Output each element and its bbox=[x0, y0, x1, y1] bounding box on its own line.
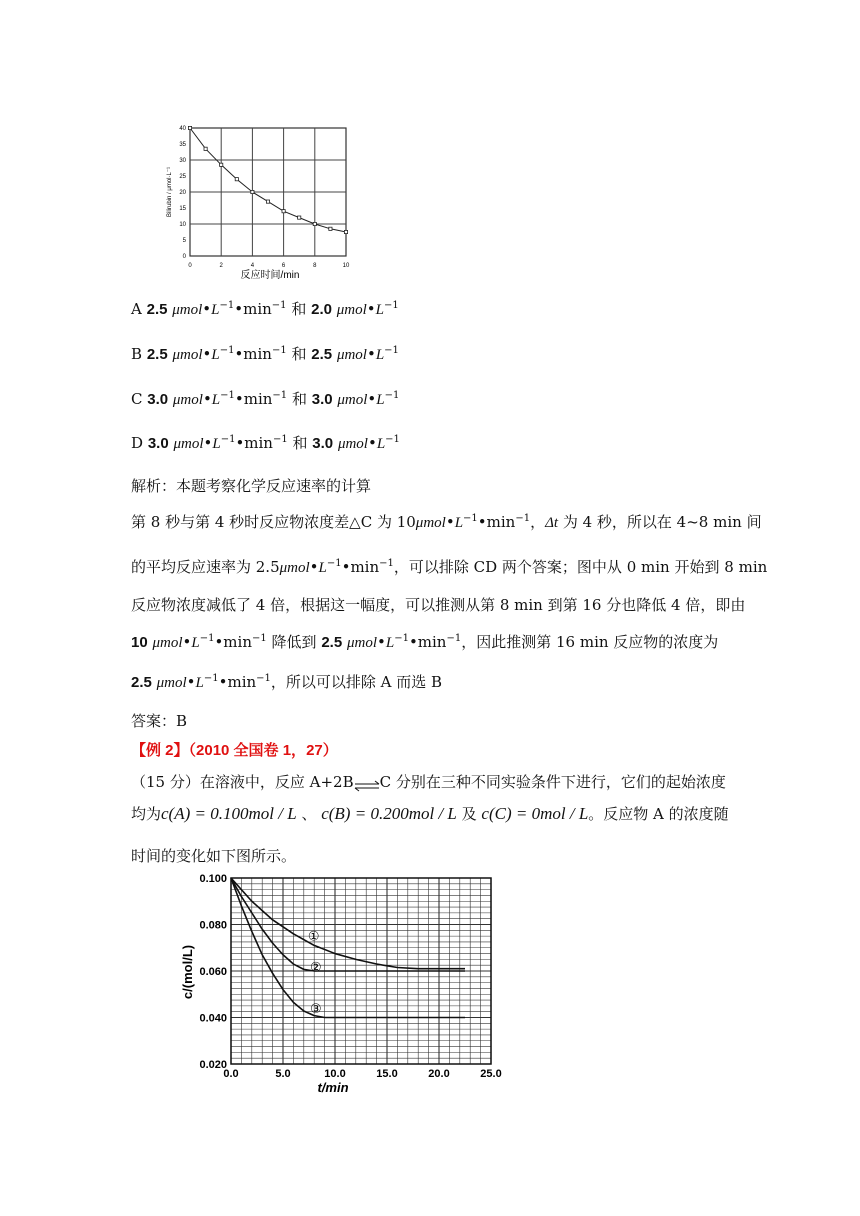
chart2-ytick: 0.060 bbox=[199, 966, 227, 978]
chart2-xtick: 20.0 bbox=[428, 1068, 450, 1080]
chart2-y-tick-labels bbox=[199, 873, 227, 1071]
chart1-point bbox=[313, 222, 316, 225]
option-b: B 2.5 $\mu mol•L^{-1}•\min^{-1}$ 和 2.5 $\mu mol•L^{-1}$ bbox=[131, 345, 399, 363]
chart1-ytick: 30 bbox=[179, 158, 186, 164]
chart1-point bbox=[298, 216, 301, 219]
chart1-ytick: 25 bbox=[179, 174, 186, 180]
chart1-point bbox=[235, 178, 238, 181]
chart1-point bbox=[204, 147, 207, 150]
chart2-y-axis-label: c/(mol/L) bbox=[180, 944, 195, 1000]
chart2-xtick: 15.0 bbox=[376, 1068, 398, 1080]
chart1-xtick: 4 bbox=[250, 263, 255, 269]
chart1-ytick: 15 bbox=[179, 206, 186, 212]
chart1-point bbox=[282, 210, 285, 213]
option-a: A 2.5 $\mu mol•L^{-1}•\min^{-1}$ 和 2.0 $\mu mol•L^{-1}$ bbox=[131, 300, 399, 318]
chart1-ytick: 20 bbox=[179, 190, 186, 196]
example2-line-1: （15 分）在溶液中，反应 A+2B C 分别在三种不同实验条件下进行，它们的起始浓度 bbox=[131, 773, 726, 791]
chart1-point bbox=[251, 190, 254, 193]
chart1-y-tick-labels bbox=[179, 126, 186, 260]
chart2-ytick: 0.040 bbox=[199, 1012, 227, 1025]
chart2-series-1 bbox=[231, 878, 465, 969]
chart1-ytick: 35 bbox=[179, 142, 186, 148]
chart1-point bbox=[344, 230, 347, 233]
chart2-xtick: 10.0 bbox=[324, 1068, 346, 1080]
chart1-ytick: 0 bbox=[182, 254, 186, 260]
analysis-line-4: 10 $\mu mol•L^{-1}•\min^{-1}$ 降低到 2.5 $\mu mol•L^{-1}•\min^{-1}$，因此推测第 16 min 反应物的浓度为 bbox=[131, 633, 719, 651]
chart1-y-axis-label: Bilirubin / μmol·L⁻¹ bbox=[167, 167, 173, 217]
chart2-series-label-3: ③ bbox=[309, 1000, 322, 1016]
chart1-series bbox=[188, 126, 347, 233]
concentration-time-chart-1 bbox=[160, 112, 360, 284]
chart2-ytick: 0.100 bbox=[199, 873, 227, 885]
chart1-ytick: 5 bbox=[182, 238, 186, 244]
chart1-xtick: 6 bbox=[281, 263, 286, 269]
chart1-xtick: 0 bbox=[188, 263, 192, 269]
chart1-ytick: 10 bbox=[179, 222, 186, 228]
chart2-ytick: 0.080 bbox=[199, 919, 227, 932]
chart1-series-line bbox=[190, 128, 346, 232]
analysis-heading: 解析：本题考察化学反应速率的计算 bbox=[131, 477, 372, 495]
chart1-grid bbox=[190, 128, 346, 256]
analysis-line-5: 2.5 $\mu mol•L^{-1}•\min^{-1}$，所以可以排除 A 而选 B bbox=[131, 673, 443, 691]
chart2-x-tick-labels bbox=[223, 1068, 501, 1080]
chart2-series-label-1: ① bbox=[307, 928, 320, 944]
equilibrium-arrow-icon bbox=[354, 777, 380, 789]
chart1-xtick: 10 bbox=[342, 263, 350, 269]
option-d: D 3.0 $\mu mol•L^{-1}•\min^{-1}$ 和 3.0 $\mu mol•L^{-1}$ bbox=[131, 434, 400, 452]
concentration-time-chart-2 bbox=[180, 870, 520, 1102]
chart2-series-label-2: ② bbox=[309, 959, 322, 975]
answer-line: 答案：B bbox=[131, 712, 188, 730]
analysis-line-2: 的平均反应速率为 $2.5\mu mol•L^{-1}•\min^{-1}$，可以排除 CD 两个答案；图中从 0 min 开始到 8 min bbox=[131, 558, 768, 576]
analysis-line-3: 反应物浓度减低了 4 倍，根据这一幅度，可以推测从第 8 min 到第 16 分也降低 4 倍，即由 bbox=[131, 596, 746, 614]
chart1-point bbox=[266, 200, 269, 203]
chart1-ytick: 40 bbox=[179, 126, 186, 132]
chart1-x-axis-label: 反应时间/min bbox=[240, 270, 300, 281]
example2-line-2: 均为c(A) = 0.100mol / L 、 c(B) = 0.200mol / L 及 c(C) = 0mol / L。反应物 A 的浓度随 bbox=[131, 804, 729, 823]
chart1-point bbox=[188, 126, 191, 129]
chart2-xtick: 5.0 bbox=[275, 1068, 291, 1080]
chart2-ytick: 0.020 bbox=[199, 1059, 227, 1071]
chart2-x-axis-label: t/min bbox=[317, 1080, 349, 1095]
chart1-x-tick-labels bbox=[188, 263, 350, 269]
example2-line-3: 时间的变化如下图所示。 bbox=[131, 847, 297, 865]
chart2-xtick: 25.0 bbox=[480, 1068, 502, 1080]
example2-title: 【例 2】（2010 全国卷 1，27） bbox=[131, 742, 338, 759]
analysis-line-1: 第 8 秒与第 4 秒时反应物浓度差△C 为 $10\mu mol•L^{-1}•\min^{-1}$，Δt 为 4 秒，所以在 4~8 min 间 bbox=[131, 513, 762, 531]
chart1-point bbox=[220, 163, 223, 166]
chart1-xtick: 2 bbox=[219, 263, 223, 269]
option-c: C 3.0 $\mu mol•L^{-1}•\min^{-1}$ 和 3.0 $\mu mol•L^{-1}$ bbox=[131, 390, 400, 408]
chart1-xtick: 8 bbox=[313, 263, 317, 269]
chart2-xtick: 0.0 bbox=[223, 1068, 239, 1080]
chart1-point bbox=[329, 227, 332, 230]
